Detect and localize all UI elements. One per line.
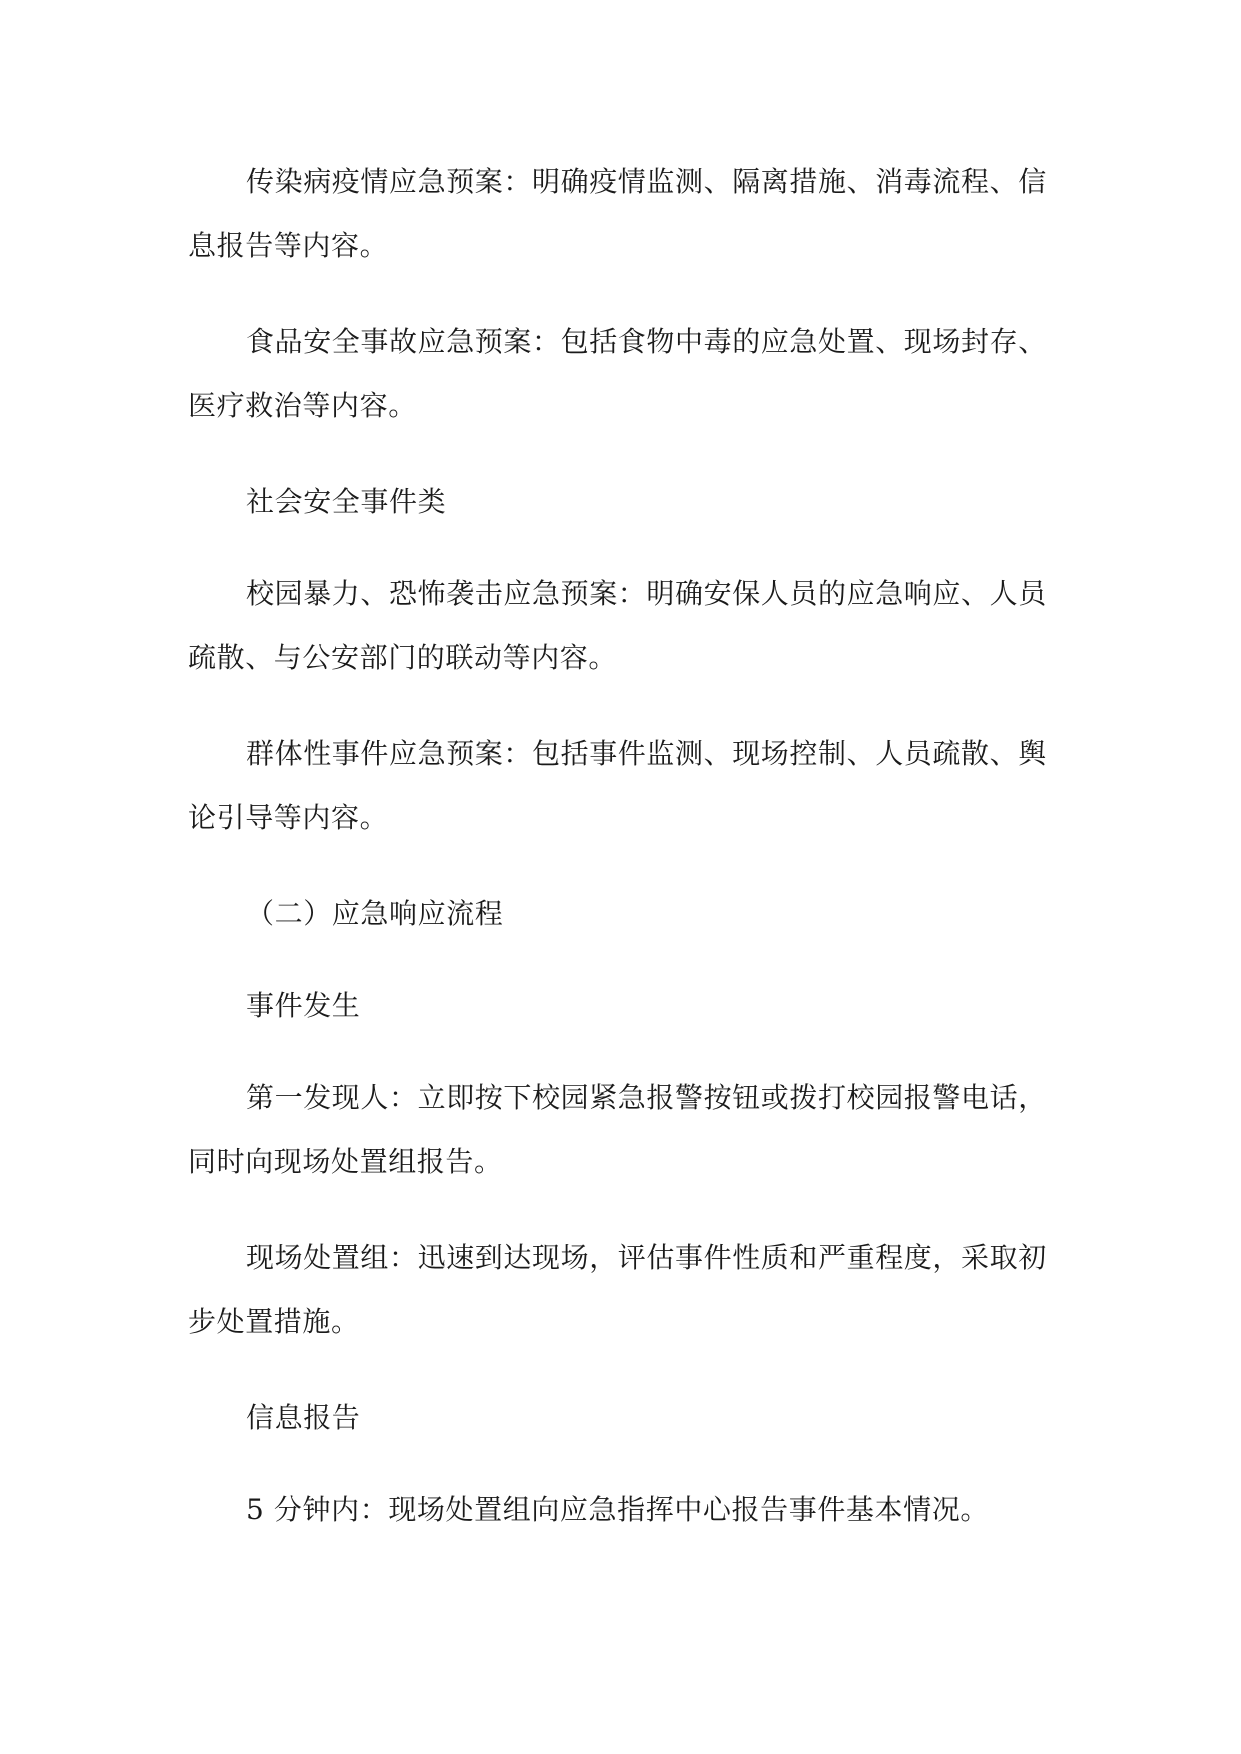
paragraph-on-site-team: 现场处置组：迅速到达现场，评估事件性质和严重程度，采取初步处置措施。 <box>188 1241 1047 1338</box>
heading-emergency-response-process: （二）应急响应流程 <box>246 897 504 930</box>
paragraph-food-safety-plan: 食品安全事故应急预案：包括食物中毒的应急处置、现场封存、医疗救治等内容。 <box>188 325 1047 422</box>
heading-event-occurrence: 事件发生 <box>246 989 361 1022</box>
paragraph-mass-incident-plan: 群体性事件应急预案：包括事件监测、现场控制、人员疏散、舆论引导等内容。 <box>188 737 1047 834</box>
heading-information-report: 信息报告 <box>246 1401 361 1434</box>
paragraph-campus-violence-plan: 校园暴力、恐怖袭击应急预案：明确安保人员的应急响应、人员疏散、与公安部门的联动等内容。 <box>188 577 1047 674</box>
paragraph-five-minute-report: 5 分钟内：现场处置组向应急指挥中心报告事件基本情况。 <box>246 1493 989 1526</box>
heading-social-security-events: 社会安全事件类 <box>246 485 447 518</box>
paragraph-first-discoverer: 第一发现人：立即按下校园紧急报警按钮或拨打校园报警电话，同时向现场处置组报告。 <box>188 1081 1047 1178</box>
paragraph-infectious-disease-plan: 传染病疫情应急预案：明确疫情监测、隔离措施、消毒流程、信息报告等内容。 <box>188 165 1047 262</box>
